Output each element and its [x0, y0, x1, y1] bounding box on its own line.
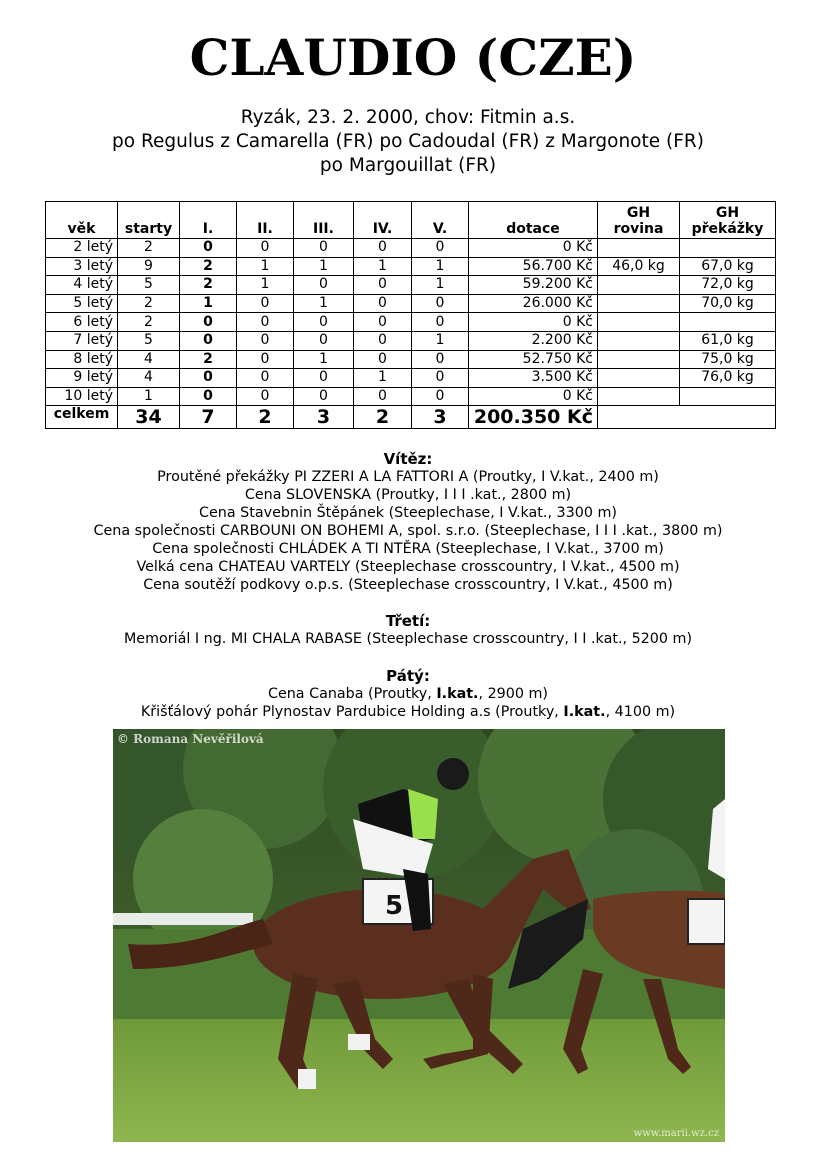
fifth-race-1 [0, 685, 816, 703]
row-fifth: 0 [412, 350, 469, 369]
total-starts: 34 [118, 406, 180, 429]
horse-photo [113, 729, 725, 1142]
row-starts: 1 [118, 387, 180, 406]
row-fourth: 0 [354, 331, 412, 350]
header-gh-flat-bottom: rovina [613, 221, 664, 237]
total-third: 3 [294, 406, 354, 429]
row-money: 0 Kč [469, 387, 598, 406]
header-gh-flat [598, 202, 680, 239]
row-gh-jump: 75,0 kg [680, 350, 776, 369]
row-fifth: 0 [412, 369, 469, 388]
photo-copyright: © Romana Nevěřilová [117, 732, 264, 746]
table-header-row [46, 202, 776, 239]
subtitle-line-3: po Margouillat (FR) [319, 155, 497, 176]
table-row [46, 369, 776, 388]
winner-section [0, 450, 816, 594]
row-fifth: 0 [412, 239, 469, 258]
row-starts: 2 [118, 294, 180, 313]
row-gh-flat [598, 276, 680, 295]
header-age: věk [46, 202, 118, 239]
row-fifth: 0 [412, 294, 469, 313]
header-third: III. [294, 202, 354, 239]
fifth-race-1-text: Cena Canaba (Proutky, [267, 686, 437, 702]
total-empty [598, 406, 776, 429]
row-age: 7 letý [46, 331, 118, 350]
total-second: 2 [237, 406, 294, 429]
total-fifth: 3 [412, 406, 469, 429]
row-second: 0 [237, 350, 294, 369]
row-second: 0 [237, 331, 294, 350]
row-fourth: 0 [354, 350, 412, 369]
fifth-race-2 [0, 703, 816, 721]
row-starts: 4 [118, 350, 180, 369]
row-first: 0 [180, 331, 237, 350]
header-first: I. [180, 202, 237, 239]
row-money: 0 Kč [469, 239, 598, 258]
table-row [46, 331, 776, 350]
header-second: II. [237, 202, 294, 239]
row-age: 10 letý [46, 387, 118, 406]
row-gh-jump: 72,0 kg [680, 276, 776, 295]
winner-race-3: Cena Stavebnin Štěpánek (Steeplechase, I V.kat., 3300 m) [199, 505, 617, 521]
row-gh-flat: 46,0 kg [598, 257, 680, 276]
row-age: 4 letý [46, 276, 118, 295]
row-third: 0 [294, 331, 354, 350]
row-first: 0 [180, 239, 237, 258]
page-title: CLAUDIO (CZE) [189, 28, 637, 87]
fifth-heading: Pátý: [386, 667, 430, 685]
table-row [46, 313, 776, 332]
row-second: 1 [237, 276, 294, 295]
row-first: 0 [180, 313, 237, 332]
fifth-race-2-rest: , 4100 m) [605, 704, 676, 720]
third-race-1: Memoriál I ng. MI CHALA RABASE (Steeplechase crosscountry, I I .kat., 5200 m) [123, 631, 693, 647]
row-gh-jump [680, 239, 776, 258]
row-fourth: 0 [354, 294, 412, 313]
header-fifth: V. [412, 202, 469, 239]
header-gh-jump-top: GH [715, 205, 740, 221]
subtitle-line-2: po Regulus z Camarella (FR) po Cadoudal (FR) z Margonote (FR) [112, 131, 704, 152]
winner-race-2: Cena SLOVENSKA (Proutky, I I I .kat., 2800 m) [244, 487, 572, 503]
header-starts: starty [118, 202, 180, 239]
row-gh-flat [598, 331, 680, 350]
row-fifth: 1 [412, 257, 469, 276]
table-row [46, 294, 776, 313]
row-starts: 9 [118, 257, 180, 276]
row-money: 59.200 Kč [469, 276, 598, 295]
table-row [46, 387, 776, 406]
row-gh-jump [680, 387, 776, 406]
header-money: dotace [469, 202, 598, 239]
row-second: 0 [237, 239, 294, 258]
row-starts: 5 [118, 276, 180, 295]
row-fifth: 0 [412, 387, 469, 406]
fifth-section [0, 667, 816, 721]
row-fourth: 1 [354, 257, 412, 276]
row-gh-flat [598, 294, 680, 313]
row-money: 26.000 Kč [469, 294, 598, 313]
row-first: 0 [180, 387, 237, 406]
row-starts: 4 [118, 369, 180, 388]
fifth-race-2-text: Křišťálový pohár Plynostav Pardubice Holding a.s (Proutky, [140, 704, 564, 720]
fifth-race-2-category: I.kat. [563, 704, 606, 720]
row-fourth: 0 [354, 239, 412, 258]
horse-photo-illustration [113, 729, 725, 1142]
winner-heading: Vítěz: [383, 450, 433, 468]
row-second: 1 [237, 257, 294, 276]
row-first: 2 [180, 257, 237, 276]
row-third: 0 [294, 276, 354, 295]
row-money: 2.200 Kč [469, 331, 598, 350]
total-label: celkem [46, 406, 118, 429]
race-statistics-table [45, 201, 776, 429]
row-second: 0 [237, 369, 294, 388]
row-starts: 2 [118, 239, 180, 258]
row-fourth: 0 [354, 276, 412, 295]
row-age: 3 letý [46, 257, 118, 276]
row-third: 1 [294, 294, 354, 313]
row-gh-flat [598, 387, 680, 406]
row-third: 0 [294, 313, 354, 332]
row-money: 56.700 Kč [469, 257, 598, 276]
row-gh-flat [598, 350, 680, 369]
row-first: 1 [180, 294, 237, 313]
row-gh-jump [680, 313, 776, 332]
winner-race-7: Cena soutěží podkovy o.p.s. (Steeplechase crosscountry, I V.kat., 4500 m) [143, 577, 673, 593]
winner-race-1: Proutěné překážky PI ZZERI A LA FATTORI A (Proutky, I V.kat., 2400 m) [157, 469, 659, 485]
third-heading: Třetí: [385, 612, 431, 630]
winner-race-6: Velká cena CHATEAU VARTELY (Steeplechase crosscountry, I V.kat., 4500 m) [136, 559, 680, 575]
row-fourth: 0 [354, 313, 412, 332]
winner-race-4: Cena společnosti CARBOUNI ON BOHEMI A, spol. s.r.o. (Steeplechase, I I I .kat., 3800 m) [93, 523, 723, 539]
row-second: 0 [237, 313, 294, 332]
fifth-race-1-category: I.kat. [436, 686, 479, 702]
header-gh-jump [680, 202, 776, 239]
row-money: 3.500 Kč [469, 369, 598, 388]
row-gh-flat [598, 369, 680, 388]
table-row [46, 257, 776, 276]
total-money: 200.350 Kč [469, 406, 598, 429]
row-fourth: 0 [354, 387, 412, 406]
row-third: 0 [294, 369, 354, 388]
row-second: 0 [237, 387, 294, 406]
row-age: 8 letý [46, 350, 118, 369]
table-total-row [46, 406, 776, 429]
row-first: 0 [180, 369, 237, 388]
row-third: 1 [294, 257, 354, 276]
row-third: 0 [294, 239, 354, 258]
row-fifth: 1 [412, 276, 469, 295]
third-section [0, 612, 816, 648]
row-age: 9 letý [46, 369, 118, 388]
row-age: 6 letý [46, 313, 118, 332]
row-third: 0 [294, 387, 354, 406]
row-second: 0 [237, 294, 294, 313]
row-gh-jump: 61,0 kg [680, 331, 776, 350]
winner-race-5: Cena společnosti CHLÁDEK A TI NTĚRA (Steeplechase, I V.kat., 3700 m) [152, 541, 664, 557]
row-money: 0 Kč [469, 313, 598, 332]
header-fourth: IV. [354, 202, 412, 239]
row-money: 52.750 Kč [469, 350, 598, 369]
total-first: 7 [180, 406, 237, 429]
row-fifth: 0 [412, 313, 469, 332]
row-fourth: 1 [354, 369, 412, 388]
row-starts: 5 [118, 331, 180, 350]
row-gh-jump: 70,0 kg [680, 294, 776, 313]
header-gh-jump-bottom: překážky [691, 221, 764, 237]
row-first: 2 [180, 350, 237, 369]
table-row [46, 276, 776, 295]
saddle-number: 5 [385, 891, 404, 921]
row-starts: 2 [118, 313, 180, 332]
row-gh-flat [598, 313, 680, 332]
table-row [46, 239, 776, 258]
total-fourth: 2 [354, 406, 412, 429]
subtitle-line-1: Ryzák, 23. 2. 2000, chov: Fitmin a.s. [240, 107, 576, 128]
row-first: 2 [180, 276, 237, 295]
row-gh-flat [598, 239, 680, 258]
row-third: 1 [294, 350, 354, 369]
row-age: 5 letý [46, 294, 118, 313]
row-fifth: 1 [412, 331, 469, 350]
fifth-race-1-rest: , 2900 m) [478, 686, 549, 702]
photo-watermark: www.marii.wz.cz [633, 1128, 719, 1139]
row-age: 2 letý [46, 239, 118, 258]
header-gh-flat-top: GH [626, 205, 651, 221]
table-row [46, 350, 776, 369]
row-gh-jump: 76,0 kg [680, 369, 776, 388]
row-gh-jump: 67,0 kg [680, 257, 776, 276]
